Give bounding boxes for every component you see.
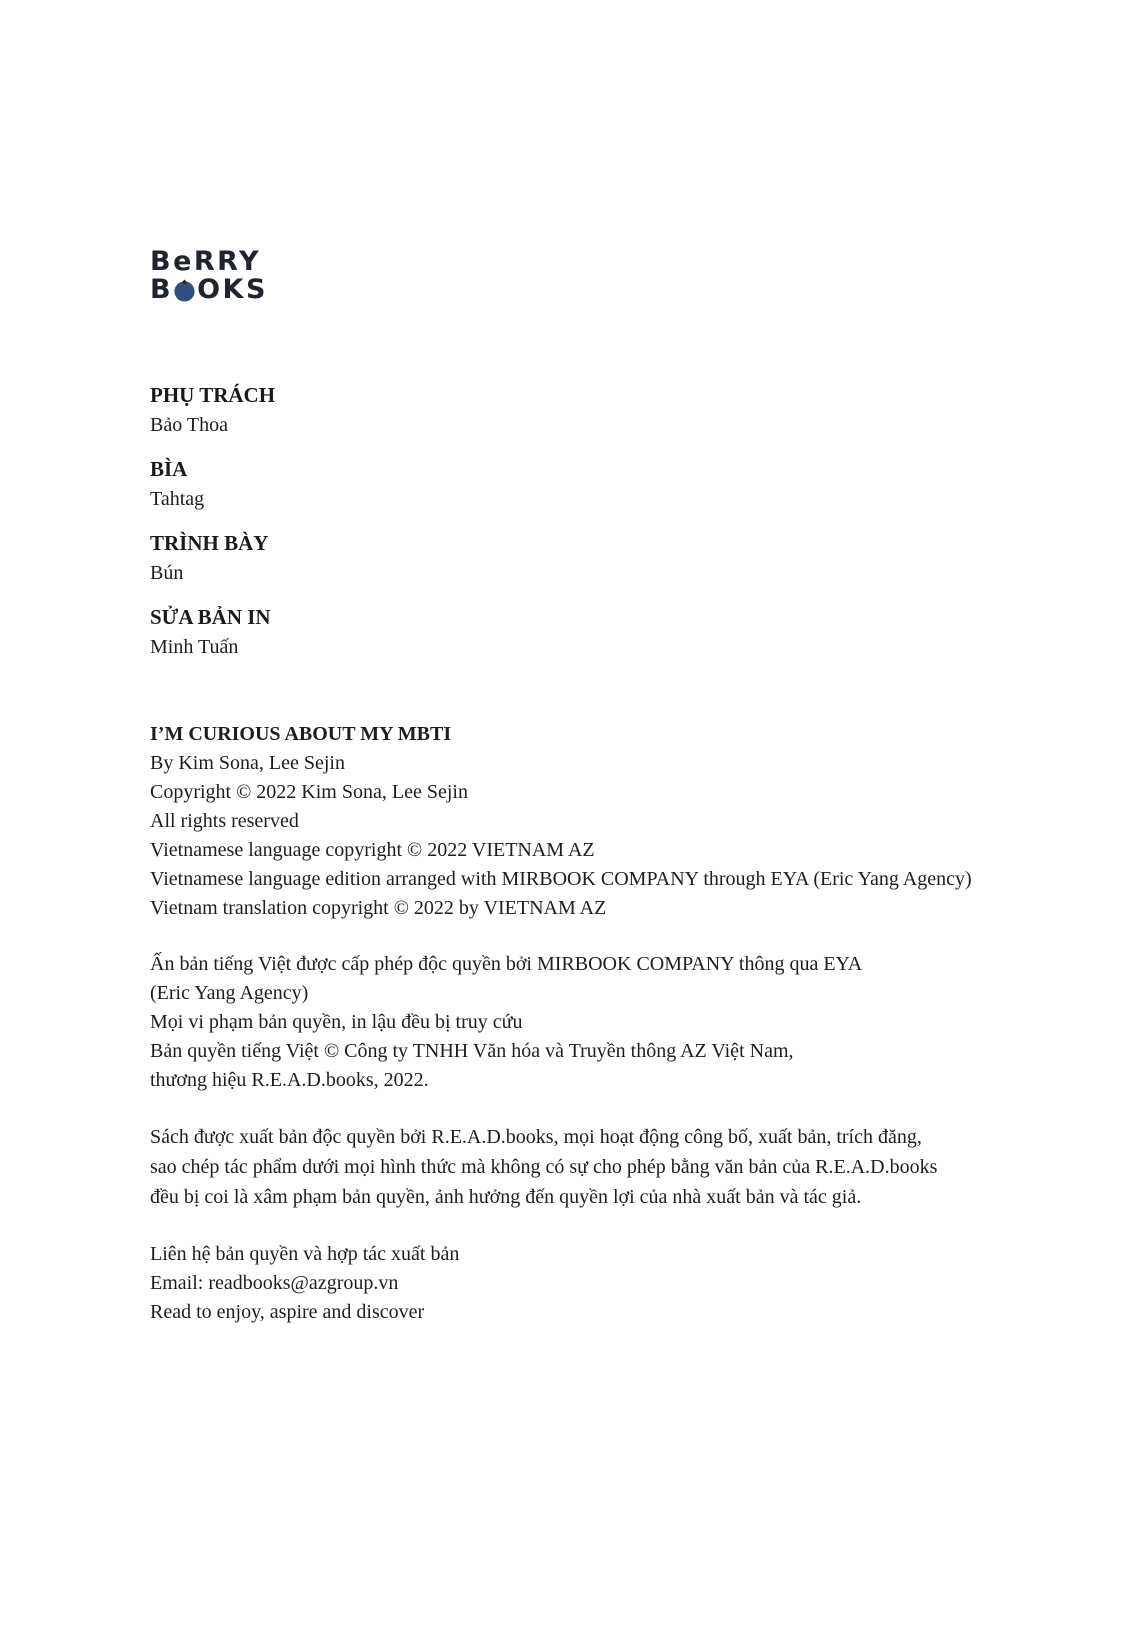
credit-label: PHỤ TRÁCH [150, 383, 276, 408]
license-line: Mọi vi phạm bản quyền, in lậu đều bị truy cứu [150, 1011, 523, 1034]
credit-value: Tahtag [150, 488, 205, 511]
copyright-line: Copyright © 2022 Kim Sona, Lee Sejin [150, 781, 468, 804]
credit-item [150, 528, 976, 588]
logo-text-berry: BeRRY [150, 246, 262, 277]
rights-paragraph: Sách được xuất bản độc quyền bởi R.E.A.D.books, mọi hoạt động công bố, xuất bản, trích đăng, sao chép tác phẩm dưới mọi hình thức mà không có sự cho phép bằng văn bản của R.E.A.D.books đều bị coi là xâm phạm bản quyền, ảnh hưởng đến quyền lợi của nhà xuất bản và tác giả. [150, 1126, 938, 1209]
credits-section [150, 380, 976, 662]
credit-value: Minh Tuấn [150, 636, 239, 659]
credit-label: SỬA BẢN IN [150, 605, 271, 630]
license-line: Bản quyền tiếng Việt © Công ty TNHH Văn hóa và Truyền thông AZ Việt Nam, [150, 1040, 794, 1063]
contact-slogan: Read to enjoy, aspire and discover [150, 1301, 425, 1324]
blueberry-circle [175, 281, 195, 301]
copyright-section [150, 720, 976, 923]
copyright-line: Vietnam translation copyright © 2022 by VIETNAM AZ [150, 897, 607, 920]
credit-label: TRÌNH BÀY [150, 531, 269, 556]
contact-email: Email: readbooks@azgroup.vn [150, 1272, 399, 1295]
credit-item [150, 380, 976, 440]
copyright-line: Vietnamese language copyright © 2022 VIETNAM AZ [150, 839, 595, 862]
copyright-line: All rights reserved [150, 810, 299, 833]
blueberry-icon-svg [173, 279, 196, 302]
credit-label: BÌA [150, 457, 188, 482]
contact-line: Liên hệ bản quyền và hợp tác xuất bản [150, 1243, 460, 1266]
license-line: Ấn bản tiếng Việt được cấp phép độc quyền bởi MIRBOOK COMPANY thông qua EYA [150, 953, 863, 976]
credit-item [150, 602, 976, 662]
berry-books-logo [150, 248, 976, 304]
copyright-line: Vietnamese language edition arranged with MIRBOOK COMPANY through EYA (Eric Yang Agency) [150, 868, 972, 891]
credit-value: Bảo Thoa [150, 414, 228, 437]
credit-value: Bún [150, 562, 184, 585]
vietnamese-license-section [150, 950, 976, 1095]
license-line: thương hiệu R.E.A.D.books, 2022. [150, 1069, 429, 1092]
blueberry-icon [173, 279, 196, 302]
logo-text-b: B [150, 274, 174, 306]
contact-section [150, 1240, 976, 1327]
logo-text-oks: OKS [197, 274, 268, 306]
license-line: (Eric Yang Agency) [150, 982, 309, 1005]
copyright-line: By Kim Sona, Lee Sejin [150, 752, 345, 775]
credit-item [150, 454, 976, 514]
book-title: I’M CURIOUS ABOUT MY MBTI [150, 723, 452, 746]
logo-text-books [150, 276, 976, 304]
